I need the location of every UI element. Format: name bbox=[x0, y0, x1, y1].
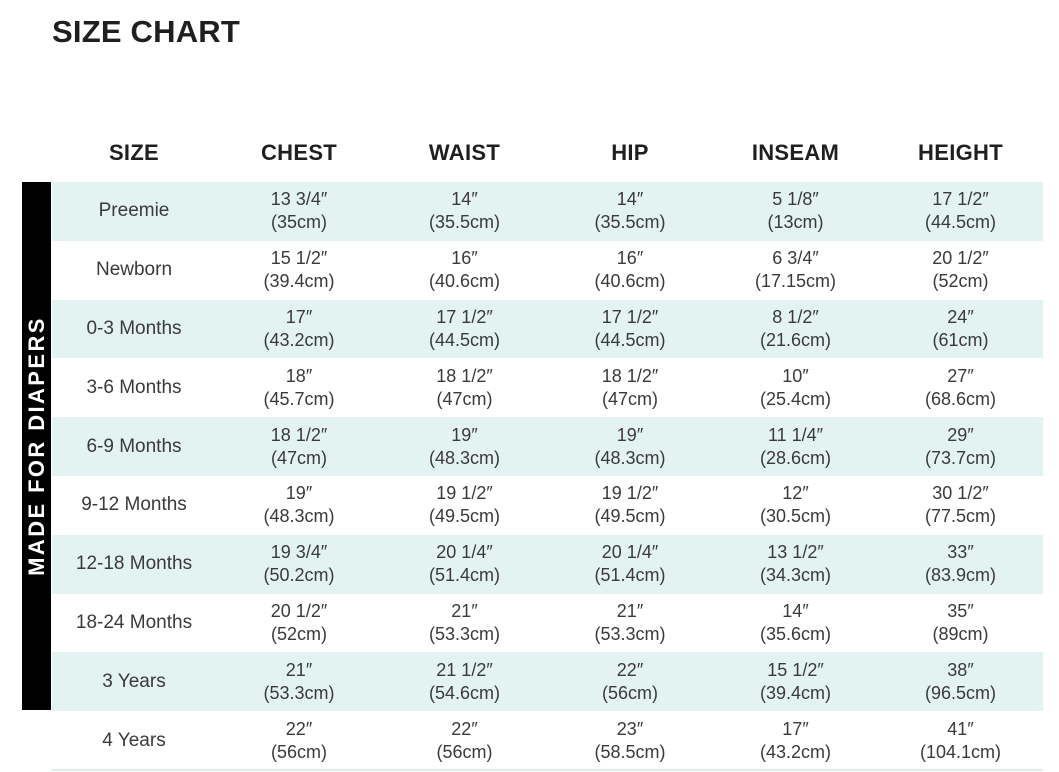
chest-centimeters: (35cm) bbox=[270, 212, 327, 233]
chest-cell bbox=[216, 541, 382, 587]
hip-centimeters: (47cm) bbox=[601, 388, 658, 409]
hip-cell bbox=[547, 482, 713, 528]
hip-cell bbox=[547, 659, 713, 705]
inseam-centimeters: (13cm) bbox=[767, 212, 824, 233]
height-cell bbox=[878, 424, 1043, 470]
inseam-inches: 8 1/2″ bbox=[772, 306, 819, 327]
chest-inches: 19 3/4″ bbox=[270, 542, 328, 563]
height-cell bbox=[878, 188, 1043, 234]
inseam-cell bbox=[713, 718, 878, 764]
size-label: 12-18 Months bbox=[75, 553, 193, 575]
inseam-centimeters: (28.6cm) bbox=[759, 447, 831, 468]
chest-centimeters: (50.2cm) bbox=[263, 565, 335, 586]
chest-cell bbox=[216, 600, 382, 646]
inseam-centimeters: (30.5cm) bbox=[759, 506, 831, 527]
inseam-cell bbox=[713, 424, 878, 470]
table-row bbox=[52, 476, 1043, 535]
inseam-cell bbox=[713, 482, 878, 528]
hip-cell bbox=[547, 424, 713, 470]
bottom-divider bbox=[52, 769, 1043, 771]
height-centimeters: (83.9cm) bbox=[924, 565, 996, 586]
inseam-cell bbox=[713, 541, 878, 587]
size-label: 18-24 Months bbox=[75, 611, 193, 633]
inseam-inches: 10″ bbox=[782, 365, 809, 386]
waist-centimeters: (54.6cm) bbox=[428, 682, 500, 703]
waist-inches: 19″ bbox=[451, 424, 478, 445]
height-cell bbox=[878, 600, 1043, 646]
waist-inches: 21 1/2″ bbox=[436, 659, 493, 680]
chest-centimeters: (45.7cm) bbox=[263, 388, 335, 409]
chest-inches: 20 1/2″ bbox=[270, 600, 328, 621]
hip-inches: 14″ bbox=[616, 189, 644, 210]
hip-centimeters: (48.3cm) bbox=[594, 447, 666, 468]
chest-centimeters: (47cm) bbox=[270, 447, 327, 468]
hip-centimeters: (51.4cm) bbox=[594, 565, 666, 586]
chest-inches: 21″ bbox=[285, 659, 313, 680]
table-row bbox=[52, 711, 1043, 770]
inseam-cell bbox=[713, 188, 878, 234]
table-row bbox=[52, 417, 1043, 476]
inseam-inches: 17″ bbox=[782, 718, 809, 739]
chest-inches: 15 1/2″ bbox=[270, 248, 328, 269]
size-label: 0-3 Months bbox=[86, 317, 182, 339]
waist-inches: 16″ bbox=[451, 248, 478, 269]
height-centimeters: (61cm) bbox=[932, 329, 989, 350]
waist-centimeters: (47cm) bbox=[436, 388, 493, 409]
chest-centimeters: (53.3cm) bbox=[263, 682, 335, 703]
hip-centimeters: (58.5cm) bbox=[594, 741, 666, 762]
side-label-text: MADE FOR DIAPERS bbox=[23, 316, 49, 576]
waist-cell bbox=[382, 482, 547, 528]
inseam-inches: 15 1/2″ bbox=[767, 659, 824, 680]
hip-cell bbox=[547, 365, 713, 411]
chest-inches: 22″ bbox=[285, 718, 313, 739]
height-inches: 17 1/2″ bbox=[932, 189, 989, 210]
page-title: SIZE CHART bbox=[52, 14, 240, 49]
waist-cell bbox=[382, 541, 547, 587]
inseam-cell bbox=[713, 600, 878, 646]
table-row bbox=[52, 241, 1043, 300]
height-centimeters: (77.5cm) bbox=[924, 506, 996, 527]
height-cell bbox=[878, 482, 1043, 528]
height-cell bbox=[878, 659, 1043, 705]
height-inches: 35″ bbox=[947, 600, 974, 621]
chest-inches: 18″ bbox=[285, 365, 313, 386]
waist-centimeters: (35.5cm) bbox=[428, 212, 500, 233]
inseam-cell bbox=[713, 306, 878, 352]
height-cell bbox=[878, 306, 1043, 352]
waist-cell bbox=[382, 659, 547, 705]
inseam-centimeters: (39.4cm) bbox=[759, 682, 831, 703]
inseam-inches: 13 1/2″ bbox=[767, 542, 824, 563]
hip-cell bbox=[547, 306, 713, 352]
chest-inches: 17″ bbox=[285, 306, 313, 327]
chest-cell bbox=[216, 659, 382, 705]
hip-inches: 18 1/2″ bbox=[601, 365, 659, 386]
height-centimeters: (68.6cm) bbox=[924, 388, 996, 409]
waist-inches: 20 1/4″ bbox=[436, 542, 493, 563]
inseam-inches: 14″ bbox=[782, 600, 809, 621]
height-centimeters: (44.5cm) bbox=[924, 212, 996, 233]
hip-inches: 21″ bbox=[616, 600, 644, 621]
hip-centimeters: (44.5cm) bbox=[594, 329, 666, 350]
chest-cell bbox=[216, 306, 382, 352]
waist-inches: 19 1/2″ bbox=[436, 483, 493, 504]
chest-cell bbox=[216, 482, 382, 528]
inseam-cell bbox=[713, 659, 878, 705]
table-row bbox=[52, 652, 1043, 711]
waist-centimeters: (51.4cm) bbox=[428, 565, 500, 586]
table-row bbox=[52, 182, 1043, 241]
chest-centimeters: (39.4cm) bbox=[263, 271, 335, 292]
waist-inches: 14″ bbox=[451, 189, 478, 210]
inseam-inches: 5 1/8″ bbox=[772, 189, 819, 210]
height-cell bbox=[878, 541, 1043, 587]
chest-centimeters: (43.2cm) bbox=[263, 329, 335, 350]
height-inches: 20 1/2″ bbox=[932, 248, 989, 269]
waist-cell bbox=[382, 306, 547, 352]
inseam-centimeters: (21.6cm) bbox=[759, 329, 831, 350]
hip-centimeters: (40.6cm) bbox=[594, 271, 666, 292]
inseam-cell bbox=[713, 247, 878, 293]
height-inches: 29″ bbox=[947, 424, 974, 445]
column-header-inseam: INSEAM bbox=[751, 139, 840, 165]
chest-cell bbox=[216, 718, 382, 764]
size-label: 6-9 Months bbox=[86, 435, 182, 457]
waist-cell bbox=[382, 188, 547, 234]
height-inches: 38″ bbox=[947, 659, 974, 680]
waist-centimeters: (56cm) bbox=[436, 741, 493, 762]
chest-centimeters: (56cm) bbox=[270, 741, 327, 762]
hip-cell bbox=[547, 188, 713, 234]
height-centimeters: (52cm) bbox=[932, 271, 989, 292]
waist-centimeters: (44.5cm) bbox=[428, 329, 500, 350]
hip-cell bbox=[547, 718, 713, 764]
hip-inches: 16″ bbox=[616, 248, 644, 269]
table-row bbox=[52, 594, 1043, 653]
hip-cell bbox=[547, 600, 713, 646]
table-header-row bbox=[52, 123, 1043, 182]
waist-centimeters: (48.3cm) bbox=[428, 447, 500, 468]
table-body bbox=[52, 182, 1043, 770]
waist-centimeters: (53.3cm) bbox=[428, 623, 500, 644]
hip-inches: 19″ bbox=[616, 424, 644, 445]
column-header-height: HEIGHT bbox=[918, 139, 1003, 165]
chest-centimeters: (52cm) bbox=[270, 623, 327, 644]
hip-centimeters: (35.5cm) bbox=[594, 212, 666, 233]
chest-centimeters: (48.3cm) bbox=[263, 506, 335, 527]
waist-cell bbox=[382, 424, 547, 470]
height-centimeters: (96.5cm) bbox=[924, 682, 996, 703]
waist-inches: 22″ bbox=[451, 718, 478, 739]
height-inches: 33″ bbox=[947, 542, 974, 563]
size-chart-table bbox=[52, 123, 1043, 770]
size-label: 3 Years bbox=[102, 670, 166, 692]
inseam-centimeters: (17.15cm) bbox=[754, 271, 837, 292]
hip-inches: 22″ bbox=[616, 659, 644, 680]
inseam-cell bbox=[713, 365, 878, 411]
table-row bbox=[52, 535, 1043, 594]
inseam-centimeters: (35.6cm) bbox=[759, 623, 831, 644]
hip-inches: 17 1/2″ bbox=[601, 306, 659, 327]
inseam-inches: 6 3/4″ bbox=[772, 248, 819, 269]
hip-centimeters: (53.3cm) bbox=[594, 623, 666, 644]
hip-inches: 20 1/4″ bbox=[601, 542, 659, 563]
chest-cell bbox=[216, 424, 382, 470]
column-header-chest: CHEST bbox=[260, 139, 338, 165]
height-centimeters: (104.1cm) bbox=[919, 741, 1002, 762]
height-cell bbox=[878, 365, 1043, 411]
height-inches: 41″ bbox=[947, 718, 974, 739]
hip-inches: 23″ bbox=[616, 718, 644, 739]
waist-cell bbox=[382, 365, 547, 411]
height-inches: 24″ bbox=[947, 306, 974, 327]
waist-centimeters: (49.5cm) bbox=[428, 506, 500, 527]
hip-inches: 19 1/2″ bbox=[601, 483, 659, 504]
hip-cell bbox=[547, 541, 713, 587]
waist-cell bbox=[382, 600, 547, 646]
height-inches: 30 1/2″ bbox=[932, 483, 989, 504]
hip-cell bbox=[547, 247, 713, 293]
height-centimeters: (73.7cm) bbox=[924, 447, 996, 468]
chest-cell bbox=[216, 188, 382, 234]
size-label: 9-12 Months bbox=[81, 494, 187, 516]
hip-centimeters: (56cm) bbox=[601, 682, 658, 703]
size-label: 4 Years bbox=[102, 729, 166, 751]
waist-cell bbox=[382, 718, 547, 764]
height-centimeters: (89cm) bbox=[932, 623, 989, 644]
chest-inches: 13 3/4″ bbox=[270, 189, 328, 210]
waist-inches: 17 1/2″ bbox=[436, 306, 493, 327]
column-header-hip: HIP bbox=[611, 139, 649, 165]
column-header-waist: WAIST bbox=[428, 139, 501, 165]
height-cell bbox=[878, 718, 1043, 764]
inseam-centimeters: (34.3cm) bbox=[759, 565, 831, 586]
chest-cell bbox=[216, 247, 382, 293]
waist-inches: 18 1/2″ bbox=[436, 365, 493, 386]
side-label-bar bbox=[22, 182, 51, 710]
waist-inches: 21″ bbox=[451, 600, 478, 621]
table-row bbox=[52, 300, 1043, 359]
size-label: Newborn bbox=[95, 259, 173, 281]
chest-cell bbox=[216, 365, 382, 411]
size-label: 3-6 Months bbox=[86, 376, 182, 398]
size-label: Preemie bbox=[98, 200, 170, 222]
waist-centimeters: (40.6cm) bbox=[428, 271, 500, 292]
height-cell bbox=[878, 247, 1043, 293]
inseam-inches: 11 1/4″ bbox=[767, 424, 824, 445]
table-row bbox=[52, 358, 1043, 417]
hip-centimeters: (49.5cm) bbox=[594, 506, 666, 527]
chest-inches: 19″ bbox=[285, 483, 313, 504]
chest-inches: 18 1/2″ bbox=[270, 424, 328, 445]
inseam-inches: 12″ bbox=[782, 483, 809, 504]
height-inches: 27″ bbox=[947, 365, 974, 386]
waist-cell bbox=[382, 247, 547, 293]
inseam-centimeters: (25.4cm) bbox=[759, 388, 831, 409]
column-header-size: SIZE bbox=[108, 139, 160, 165]
inseam-centimeters: (43.2cm) bbox=[759, 741, 831, 762]
